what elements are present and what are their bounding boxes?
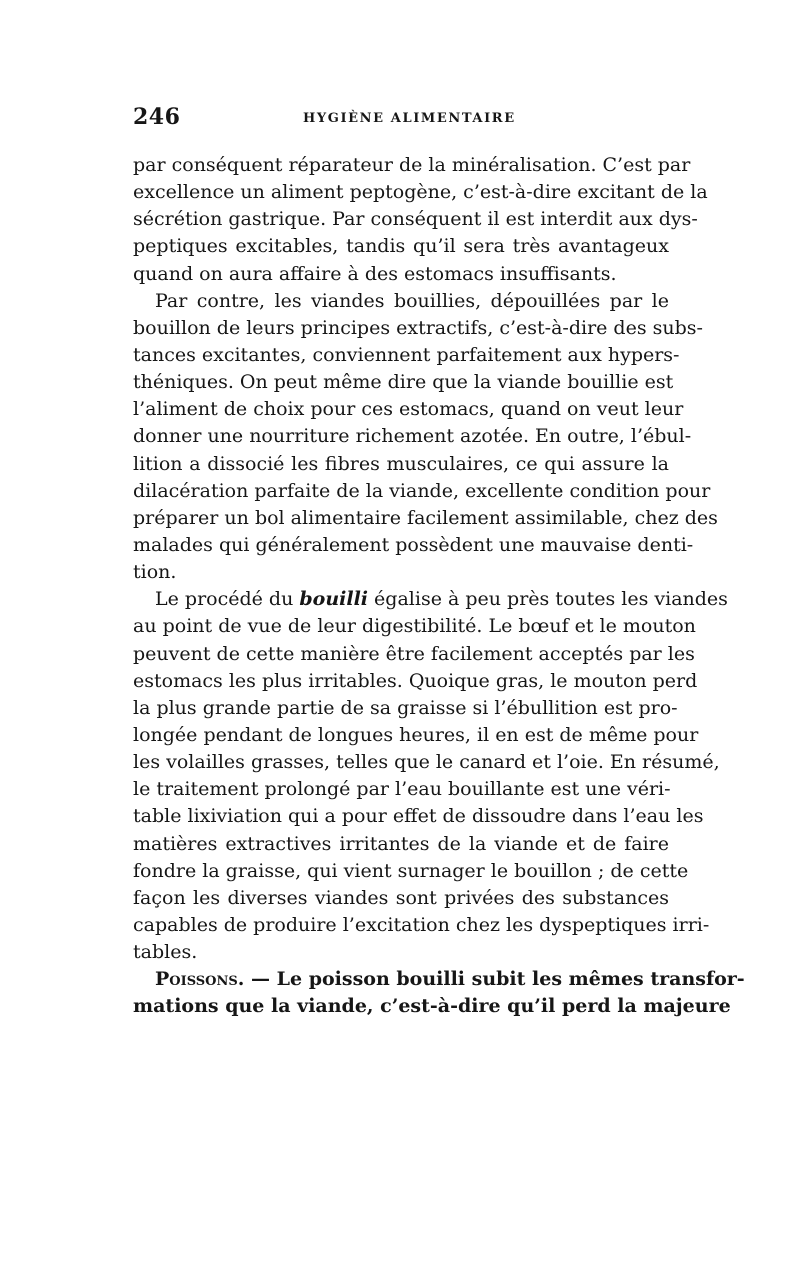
text-line: théniques. On peut même dire que la viande bouillie est (133, 371, 674, 394)
page-number: 246 (133, 104, 181, 130)
para3-start: Le procédé du (155, 588, 300, 611)
text-line: l’aliment de choix pour ces estomacs, quand on veut leur (133, 398, 684, 421)
text-line: capables de produire l’excitation chez les dyspeptiques irri- (133, 913, 710, 936)
para3-rest: égalise à peu près toutes les viandes (368, 588, 728, 611)
text-line: quand on aura affaire à des estomacs insuffisants. (133, 262, 617, 285)
text-line: mations que la viande, c’est-à-dire qu’il perd la majeure (133, 995, 731, 1018)
text-line: fondre la graisse, qui vient surnager le bouillon ; de cette (133, 859, 689, 882)
body-text (133, 152, 745, 1021)
text-line-poissons (133, 966, 745, 993)
text-line: tances excitantes, conviennent parfaitement aux hypers- (133, 343, 680, 366)
page-header (133, 104, 669, 140)
text-line: préparer un bol alimentaire facilement assimilable, chez des (133, 506, 718, 529)
text-line: par conséquent réparateur de la minéralisation. C’est par (133, 154, 691, 176)
text-line: le traitement prolongé par l’eau bouillante est une véri- (133, 778, 671, 801)
text-line: dilacération parfaite de la viande, excellente condition pour (133, 479, 711, 502)
text-line: peptiques excitables, tandis qu’il sera très avantageux (133, 235, 669, 258)
text-line: sécrétion gastrique. Par conséquent il est interdit aux dys- (133, 208, 698, 231)
section-label-poissons: Poissons. (155, 968, 245, 991)
text-line: tables. (133, 941, 198, 964)
text-line: tion. (133, 561, 177, 584)
text-line: la plus grande partie de sa graisse si l’ébullition est pro- (133, 696, 678, 719)
text-line: au point de vue de leur digestibilité. Le bœuf et le mouton (133, 615, 696, 638)
text-line: bouillon de leurs principes extractifs, c’est-à-dire des subs- (133, 316, 703, 339)
text-line: peuvent de cette manière être facilement acceptés par les (133, 642, 695, 665)
text-line: longée pendant de longues heures, il en est de même pour (133, 723, 699, 746)
text-line: les volailles grasses, telles que le canard et l’oie. En résumé, (133, 751, 720, 774)
text-line: table lixiviation qui a pour effet de dissoudre dans l’eau les (133, 805, 704, 828)
text-line: estomacs les plus irritables. Quoique gras, le mouton perd (133, 669, 698, 692)
text-line: lition a dissocié les fibres musculaires, ce qui assure la (133, 452, 669, 475)
text-line: excellence un aliment peptogène, c’est-à-dire excitant de la (133, 181, 708, 204)
text-line: façon les diverses viandes sont privées des substances (133, 886, 669, 909)
running-title: HYGIÈNE ALIMENTAIRE (303, 111, 516, 126)
bouilli-italic: bouilli (299, 588, 369, 611)
text-line: Par contre, les viandes bouillies, dépouillées par le (155, 289, 669, 312)
text-line: donner une nourriture richement azotée. En outre, l’ébul- (133, 425, 692, 448)
text-line: matières extractives irritantes de la viande et de faire (133, 832, 669, 855)
text-line: malades qui généralement possèdent une mauvaise denti- (133, 533, 694, 556)
text-line-bouilli (133, 586, 728, 613)
poissons-rest: — Le poisson bouilli subit les mêmes transfor- (244, 968, 745, 991)
